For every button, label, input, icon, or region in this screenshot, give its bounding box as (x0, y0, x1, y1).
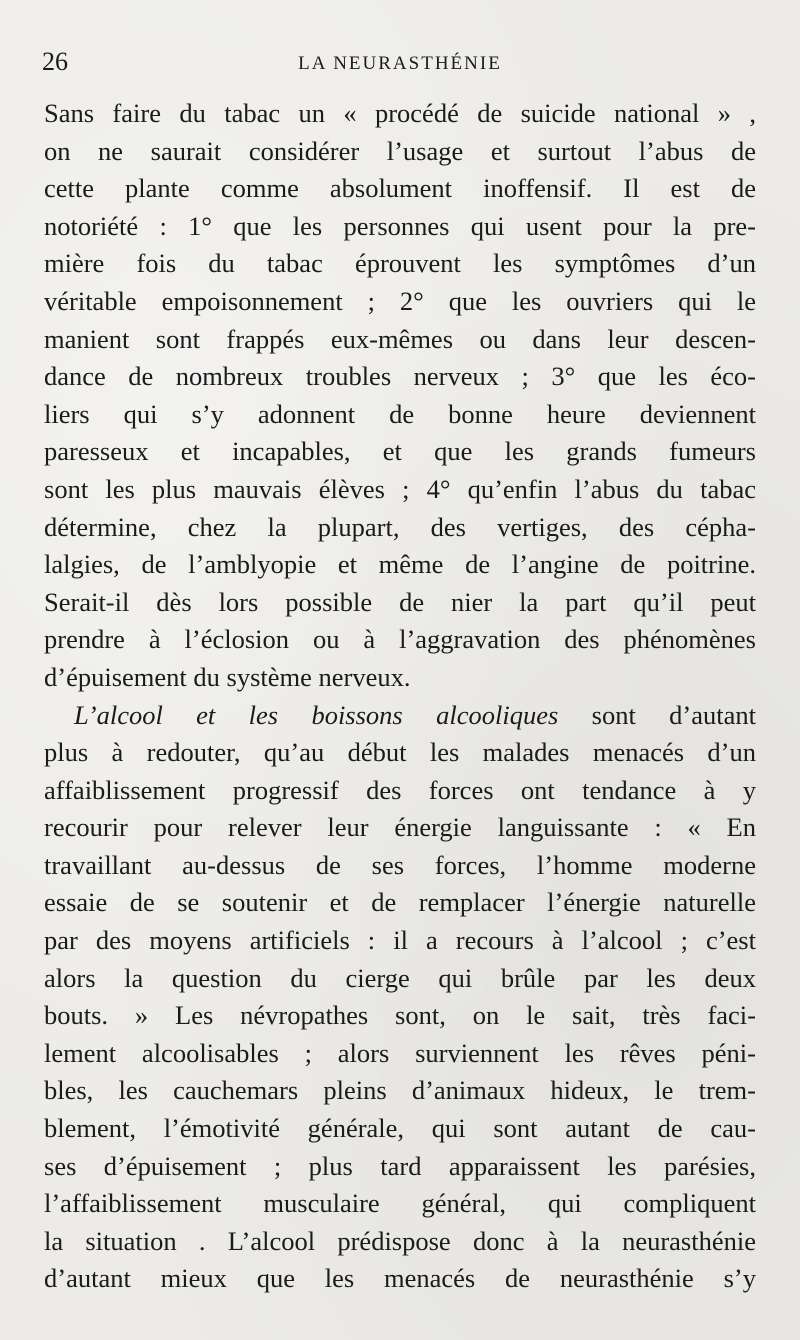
text-line: plus à redouter, qu’au début les malades menacés d’un (44, 737, 756, 768)
text-line: Serait-il dès lors possible de nier la part qu’il peut (44, 586, 756, 617)
text-line: affaiblissement progressif des forces ont tendance à y (44, 774, 756, 805)
text-line: l’affaiblissement musculaire général, qui compliquent (44, 1188, 756, 1219)
text-line: sont les plus mauvais élèves ; 4° qu’enfin l’abus du tabac (44, 473, 756, 504)
text-line: la situation . L’alcool prédispose donc à la neurasthénie (44, 1225, 756, 1256)
text-line: ses d’épuisement ; plus tard apparaissent les parésies, (44, 1150, 756, 1181)
text-line: paresseux et incapables, et que les grands fumeurs (44, 436, 756, 467)
text-line: véritable empoisonnement ; 2° que les ouvriers qui le (44, 285, 756, 316)
text-line: d’épuisement du système nerveux. (44, 661, 411, 692)
text-line: par des moyens artificiels : il a recours à l’alcool ; c’est (44, 925, 756, 956)
text-line: dance de nombreux troubles nerveux ; 3° que les éco- (44, 361, 756, 392)
text-line: bles, les cauchemars pleins d’animaux hideux, le trem- (44, 1075, 756, 1106)
text-line: d’autant mieux que les menacés de neurasthénie s’y (44, 1263, 756, 1294)
text-line: travaillant au-dessus de ses forces, l’homme moderne (44, 849, 756, 880)
text-line: cette plante comme absolument inoffensif. Il est de (44, 173, 756, 204)
page-number: 26 (42, 47, 68, 76)
body-text (44, 95, 756, 1298)
text-line: mière fois du tabac éprouvent les symptômes d’un (44, 248, 756, 279)
text-line: prendre à l’éclosion ou à l’aggravation des phénomènes (44, 624, 756, 655)
text-line: détermine, chez la plupart, des vertiges, des cépha- (44, 511, 756, 542)
text-line: recourir pour relever leur énergie languissante : « En (44, 812, 756, 843)
text-line: lalgies, de l’amblyopie et même de l’angine de poitrine. (44, 549, 756, 580)
text-line: on ne saurait considérer l’usage et surtout l’abus de (44, 135, 756, 166)
italic-phrase: L’alcool et les boissons alcooliques (74, 699, 559, 730)
text-span: sont d’autant (558, 699, 756, 730)
text-line: bouts. » Les névropathes sont, on le sait, très faci- (44, 1000, 756, 1031)
text-line: liers qui s’y adonnent de bonne heure deviennent (44, 398, 756, 429)
text-line: notoriété : 1° que les personnes qui usent pour la pre- (44, 210, 756, 241)
text-line: Sans faire du tabac un « procédé de suicide national » , (44, 98, 756, 128)
text-line: lement alcoolisables ; alors surviennent les rêves péni- (44, 1037, 756, 1068)
text-line: alors la question du cierge qui brûle par les deux (44, 962, 756, 993)
paragraph-first-line (44, 697, 756, 735)
text-line: blement, l’émotivité générale, qui sont autant de cau- (44, 1113, 756, 1144)
text-line: essaie de se soutenir et de remplacer l’énergie naturelle (44, 887, 756, 918)
text-line: manient sont frappés eux-mêmes ou dans leur descen- (44, 323, 756, 354)
running-head: LA NEURASTHÉNIE (298, 53, 502, 74)
page-header (42, 44, 758, 80)
